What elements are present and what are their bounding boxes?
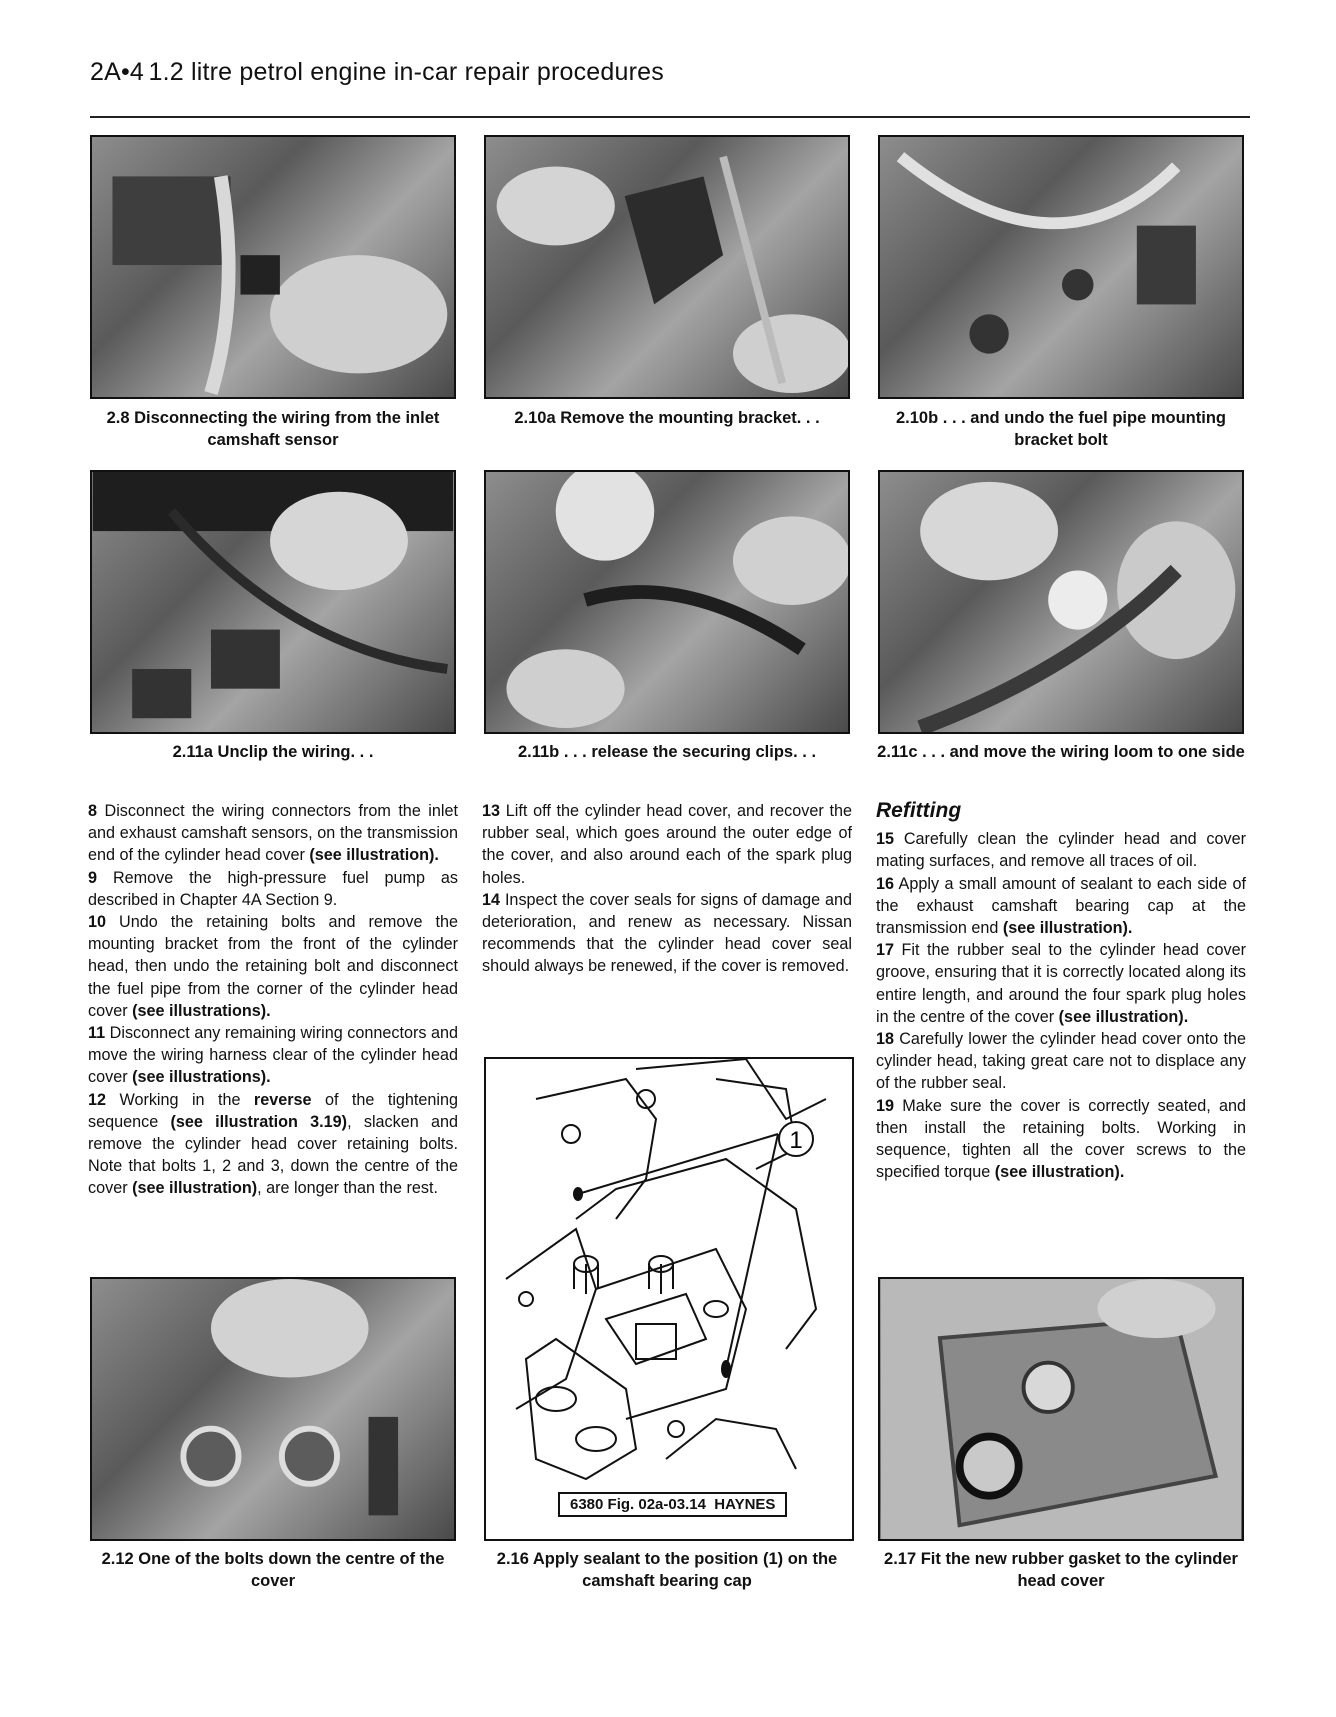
para-10: 10 Undo the retaining bolts and remove the mounting bracket from the front of the cylinder head, then undo the retaining bolt and disconnect the fuel pipe from the corner of the cylinder head cover (see illustrations). [88, 913, 458, 1020]
photo-2-10b [878, 135, 1244, 399]
caption-2-11a: 2.11a Unclip the wiring. . . [172, 743, 374, 761]
para-15: 15 Carefully clean the cylinder head and cover mating surfaces, and remove all traces of oil. [876, 830, 1246, 871]
caption-2-10b: 2.10b . . . and undo the fuel pipe mounting bracket bolt [896, 409, 1226, 449]
caption-2-11b: 2.11b . . . release the securing clips. . . [517, 743, 817, 761]
photo-2-8 [90, 135, 456, 399]
section-heading-refitting: Refitting [876, 799, 962, 822]
para-13: 13 Lift off the cylinder head cover, and recover the rubber seal, which goes around the outer edge of the cover, and also around each of the spark plug holes. [482, 802, 852, 887]
caption-2-17: 2.17 Fit the new rubber gasket to the cylinder head cover [884, 1550, 1238, 1590]
caption-2-8: 2.8 Disconnecting the wiring from the inlet camshaft sensor [106, 409, 440, 449]
caption-2-11c: 2.11c . . . and move the wiring loom to one side [877, 743, 1245, 761]
caption-2-16: 2.16 Apply sealant to the position (1) on the camshaft bearing cap [496, 1550, 838, 1590]
para-16: 16 Apply a small amount of sealant to each side of the exhaust camshaft bearing cap at the transmission end (see illustration). [876, 874, 1247, 938]
photo-2-11b [484, 470, 850, 734]
photo-2-17 [878, 1277, 1244, 1541]
figure-id-label: 6380 Fig. 02a-03.14 HAYNES [558, 1492, 787, 1517]
page-title: 1.2 litre petrol engine in-car repair procedures [148, 58, 664, 86]
page-header [90, 58, 1250, 118]
para-14: 14 Inspect the cover seals for signs of damage and deterioration, and renew as necessary. Nissan recommends that the cylinder head cover seal should always be renewed, if the cover is removed. [482, 890, 853, 976]
para-18: 18 Carefully lower the cylinder head cover onto the cylinder head, taking great care not to displace any of the rubber seal. [876, 1030, 1247, 1093]
camshaft-bearing-cap-drawing [486, 1059, 852, 1539]
photo-2-10a [484, 135, 850, 399]
text-column-1 [88, 800, 458, 1200]
photo-2-11c [878, 470, 1244, 734]
photo-2-12 [90, 1277, 456, 1541]
caption-2-10a: 2.10a Remove the mounting bracket. . . [514, 409, 820, 427]
caption-2-12: 2.12 One of the bolts down the centre of the cover [101, 1550, 445, 1590]
para-8: 8 Disconnect the wiring connectors from the inlet and exhaust camshaft sensors, on the transmission end of the cylinder head cover (see illustration). [88, 802, 458, 865]
callout-1: 1 [789, 1127, 803, 1154]
para-9: 9 Remove the high-pressure fuel pump as described in Chapter 4A Section 9. [88, 868, 458, 909]
para-11: 11 Disconnect any remaining wiring connectors and move the wiring harness clear of the cylinder head cover (see illustrations). [88, 1024, 458, 1087]
text-column-3 [876, 800, 1246, 1183]
para-12: 12 Working in the reverse of the tightening sequence (see illustration 3.19), slacken and remove the cylinder head cover retaining bolts. Note that bolts 1, 2 and 3, down the centre of the cover (see illustration), are longer than the rest. [88, 1090, 459, 1198]
photo-2-11a [90, 470, 456, 734]
diagram-2-16 [484, 1057, 854, 1541]
text-column-2 [482, 800, 852, 978]
page-ref: 2A•4 [90, 58, 145, 86]
para-19: 19 Make sure the cover is correctly seated, and then install the retaining bolts. Working in sequence, tighten all the cover screws to the specified torque (see illustration). [876, 1096, 1246, 1182]
para-17: 17 Fit the rubber seal to the cylinder head cover groove, ensuring that it is correctly located along its entire length, and around the four spark plug holes in the centre of the cover (see illustration). [876, 941, 1246, 1026]
